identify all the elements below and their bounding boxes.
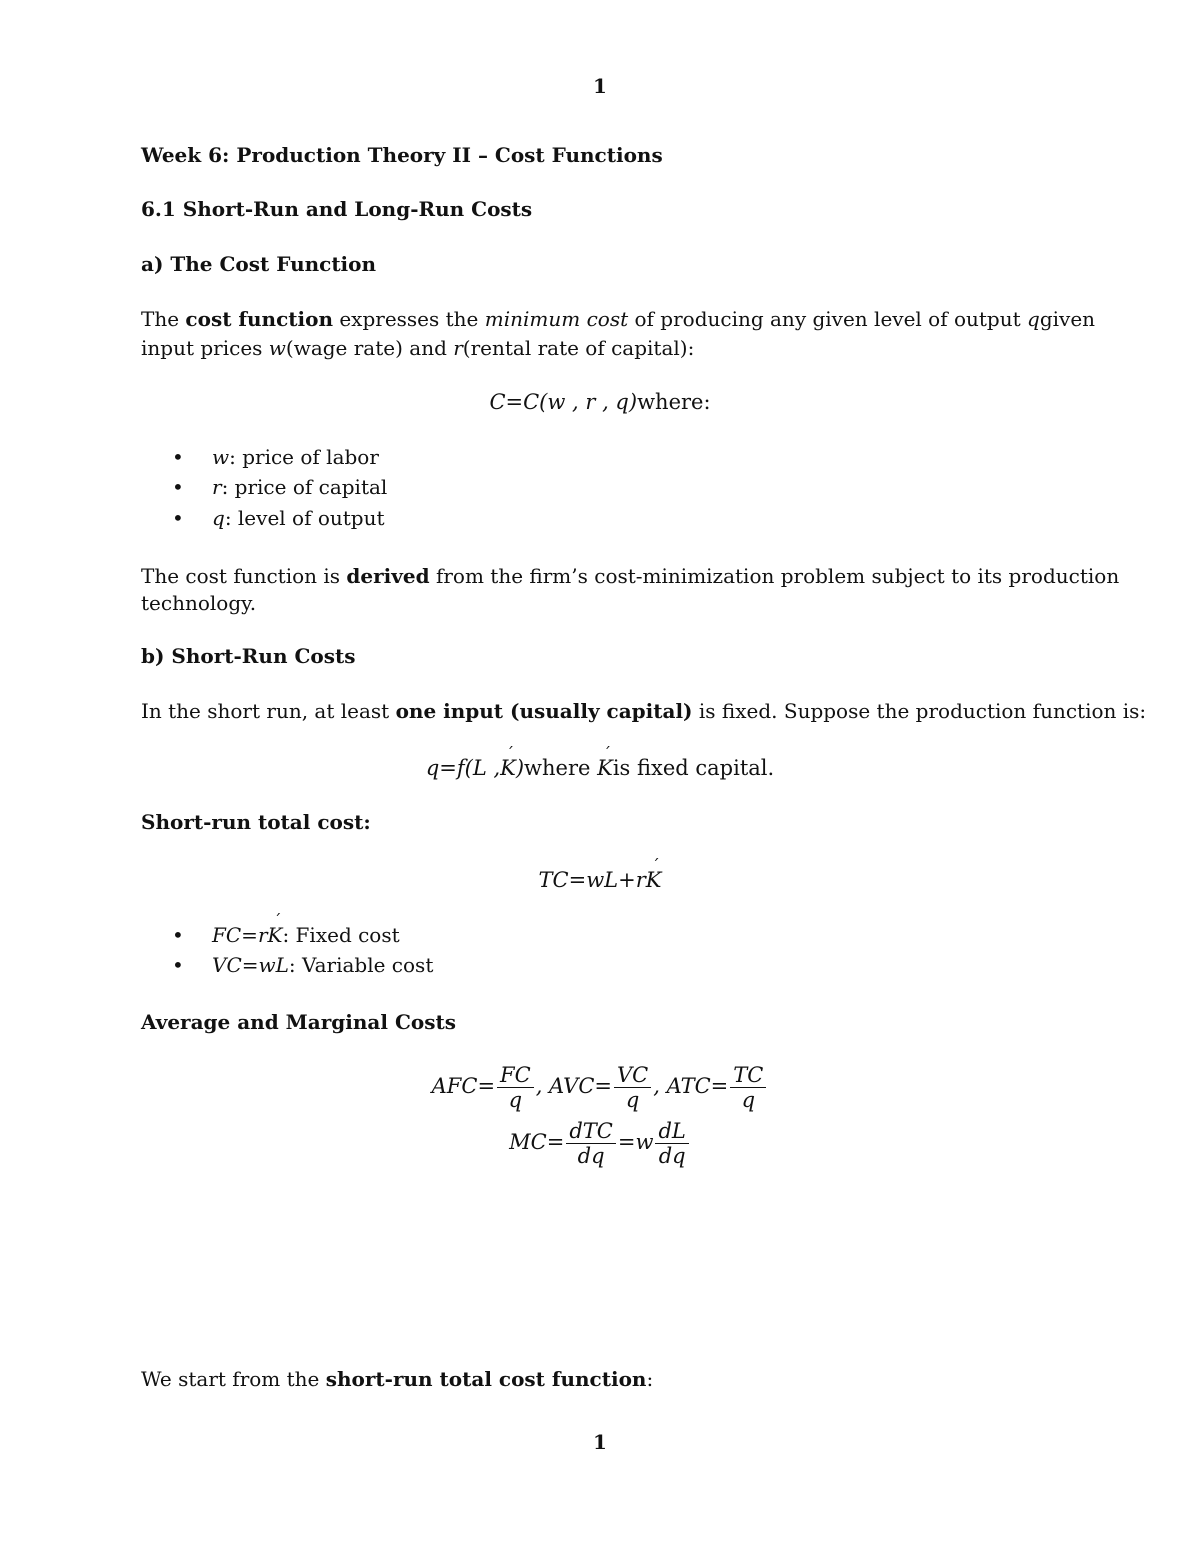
text: : price of capital xyxy=(221,475,388,499)
bold-term: derived xyxy=(346,564,430,588)
eq-lhs: MC= xyxy=(509,1130,565,1154)
math-var: r xyxy=(212,475,222,499)
bold-term: one input (usually capital) xyxy=(395,699,693,723)
fraction xyxy=(614,1063,651,1112)
equation-marginal-cost xyxy=(0,1119,1200,1168)
numerator: dTC xyxy=(566,1119,616,1144)
math-var: w xyxy=(212,445,230,469)
text: is fixed. Suppose the production function is: xyxy=(692,699,1147,723)
eq-text: is fixed capital. xyxy=(612,756,775,780)
eq-args: ) xyxy=(515,756,525,780)
eq-args: (w , r , q) xyxy=(539,390,638,414)
numerator: VC xyxy=(614,1063,651,1088)
page-number-bottom: 1 xyxy=(593,1430,607,1454)
eq-lhs: q=f xyxy=(425,756,465,780)
text: : Variable cost xyxy=(288,953,434,977)
denominator: q xyxy=(625,1088,640,1112)
k-bar: ´ K xyxy=(500,754,516,782)
denominator: q xyxy=(508,1088,523,1112)
bullet-icon: • xyxy=(172,923,184,947)
denominator: dq xyxy=(577,1144,605,1168)
equation-average-costs xyxy=(0,1063,1200,1112)
list-item xyxy=(172,443,379,471)
subsection-heading-a: a) The Cost Function xyxy=(141,252,377,276)
bullet-icon: • xyxy=(172,445,184,469)
text: : Fixed cost xyxy=(282,923,400,947)
list-item xyxy=(172,921,400,949)
equation-production xyxy=(0,754,1200,782)
equation-total-cost xyxy=(0,866,1200,894)
eq-args: (L , xyxy=(464,756,501,780)
eq-lhs: , ATC= xyxy=(653,1074,729,1098)
paragraph-cost-function-line1 xyxy=(141,305,1095,333)
eq-lhs: TC=wL+r xyxy=(538,868,646,892)
paragraph-derived-line1 xyxy=(141,562,1119,590)
eq-mid: =w xyxy=(617,1130,654,1154)
sr-total-cost-label: Short-run total cost: xyxy=(141,810,371,834)
bullet-icon: • xyxy=(172,506,184,530)
eq-lhs: C=C xyxy=(489,390,540,414)
eq-lhs: , AVC= xyxy=(535,1074,612,1098)
k-bar: ´ K xyxy=(646,866,662,894)
math-expr: FC=r xyxy=(212,923,268,947)
denominator: q xyxy=(741,1088,756,1112)
text: input prices xyxy=(141,336,269,360)
fraction xyxy=(566,1119,616,1168)
bullet-icon: • xyxy=(172,475,184,499)
numerator: dL xyxy=(655,1119,688,1144)
bold-term: cost function xyxy=(185,307,333,331)
document-title: Week 6: Production Theory II – Cost Functions xyxy=(141,143,663,167)
text: : xyxy=(646,1367,654,1391)
paragraph-derived-line2: technology. xyxy=(141,591,257,615)
text: given xyxy=(1039,307,1096,331)
bullet-icon: • xyxy=(172,953,184,977)
avg-marg-label: Average and Marginal Costs xyxy=(141,1010,456,1034)
math-var: q xyxy=(1027,307,1040,331)
text: (wage rate) and xyxy=(285,336,454,360)
text: : price of labor xyxy=(229,445,379,469)
paragraph-cost-function-line2 xyxy=(141,334,694,362)
text: We start from the xyxy=(141,1367,326,1391)
eq-suffix: where: xyxy=(637,390,711,414)
page-number-top: 1 xyxy=(593,74,607,98)
text: (rental rate of capital): xyxy=(462,336,695,360)
math-var: q xyxy=(212,506,225,530)
k-bar: ´ K xyxy=(268,921,283,949)
bold-term: short-run total cost function xyxy=(325,1367,647,1391)
italic-term: minimum cost xyxy=(484,307,629,331)
paragraph-start-from xyxy=(141,1365,653,1393)
k-bar: ´ K xyxy=(597,754,613,782)
numerator: FC xyxy=(497,1063,534,1088)
text: The xyxy=(141,307,186,331)
fraction xyxy=(497,1063,534,1112)
fraction xyxy=(655,1119,688,1168)
list-item xyxy=(172,504,385,532)
fraction xyxy=(730,1063,766,1112)
eq-text: where xyxy=(524,756,598,780)
equation-cost-function xyxy=(0,388,1200,416)
text: from the firm’s cost-minimization problem subject to its production xyxy=(429,564,1120,588)
text: expresses the xyxy=(332,307,485,331)
math-var: w xyxy=(268,336,286,360)
subsection-heading-b: b) Short-Run Costs xyxy=(141,644,356,668)
paragraph-short-run xyxy=(141,697,1146,725)
text: : level of output xyxy=(224,506,385,530)
text: The cost function is xyxy=(141,564,347,588)
section-heading: 6.1 Short-Run and Long-Run Costs xyxy=(141,197,533,221)
numerator: TC xyxy=(730,1063,766,1088)
denominator: dq xyxy=(658,1144,686,1168)
text: of producing any given level of output xyxy=(628,307,1028,331)
list-item xyxy=(172,951,434,979)
math-expr: VC=wL xyxy=(212,953,289,977)
list-item xyxy=(172,473,388,501)
eq-lhs: AFC= xyxy=(431,1074,496,1098)
math-var: r xyxy=(453,336,463,360)
text: In the short run, at least xyxy=(141,699,396,723)
